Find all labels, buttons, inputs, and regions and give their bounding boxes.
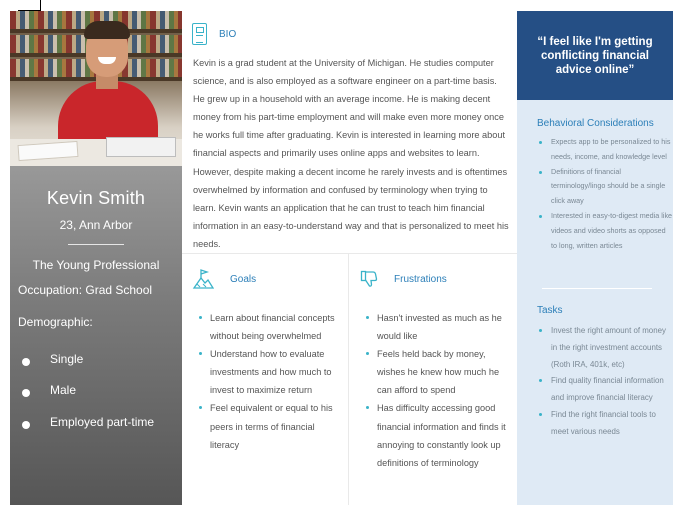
document-icon [192,23,207,45]
column-divider [348,254,349,505]
list-item: Learn about financial concepts without being overwhelmed [193,309,343,345]
demographic-label: Demographic: [18,315,93,329]
name-divider [68,244,124,245]
behavioral-title: Behavioral Considerations [537,118,654,129]
demographic-item-label: Male [50,383,77,398]
demographic-item-label: Employed part-time [50,414,155,429]
list-item: Interested in easy-to-digest media like videos and video shorts as opposed to long, written articles [537,209,673,253]
persona-age-location: 23, Ann Arbor [59,218,133,232]
bio-panel [182,11,517,505]
section-divider [542,288,652,289]
laptop [106,137,176,157]
list-item: Feel equivalent or equal to his peers in terms of financial literacy [193,399,343,453]
mountain-flag-icon [192,268,214,290]
tasks-list [537,323,673,441]
demographic-item-label: Single [50,351,84,366]
demographic-item [22,406,182,438]
demographic-item [22,375,182,407]
profile-photo [10,11,182,166]
section-divider [182,253,517,254]
person-hair [84,21,130,39]
bullet-icon [22,389,30,397]
bio-title: BIO [219,28,237,40]
list-item: Understand how to evaluate investments and how much to invest to maximize return [193,345,343,399]
list-item: Expects app to be personalized to his needs, income, and knowledge level [537,135,673,165]
frustrations-header [360,270,447,288]
frustrations-title: Frustrations [394,273,447,285]
demographic-list [10,343,182,438]
persona-name: Kevin Smith [46,188,146,208]
bullet-icon [22,358,30,366]
list-item: Feels held back by money, wishes he knew how much he can afford to spend [360,345,508,399]
goals-list [193,309,343,454]
bio-header [192,23,236,45]
list-item: Hasn't invested as much as he would like [360,309,508,345]
considerations-panel [517,11,673,505]
persona-archetype: The Young Professional [32,258,160,272]
persona-quote: “I feel like I'm getting conflicting financial advice online” [517,11,673,100]
bio-text: Kevin is a grad student at the University of Michigan. He studies computer science, and is also employed as a software engineer on a part-time basis. He grew up in a household with an average income. He is making decent money from his part-time employment and will make even more money once he works full time after graduating. Kevin is interested in learning more about financial aspects and primarily uses online apps and websites to learn. However, despite making a decent income he rarely invests and is oftentimes overwhelmed by information and confused by terminology when trying to learn. Kevin wants an application that he can trust to teach him financial information in an easy-to-understand way and that is personalized to meet his needs. [193,58,509,249]
persona-occupation: Occupation: Grad School [18,283,153,297]
demographic-item [22,343,182,375]
list-item: Has difficulty accessing good financial information and finds it annoying to constantly look up definitions of terminology [360,399,508,471]
bullet-icon [22,421,30,429]
goals-title: Goals [230,273,257,285]
goals-header [192,268,256,290]
profile-panel [10,11,182,505]
list-item: Invest the right amount of money in the right investment accounts (Roth IRA, 401k, etc) [537,323,673,373]
thumbs-down-icon [360,270,378,288]
list-item: Definitions of financial terminology/lingo should be a single click away [537,165,673,209]
frustrations-list [360,309,508,472]
list-item: Find quality financial information and improve financial literacy [537,373,673,407]
list-item: Find the right financial tools to meet various needs [537,407,673,441]
tasks-title: Tasks [537,305,563,316]
behavioral-list [537,135,673,253]
